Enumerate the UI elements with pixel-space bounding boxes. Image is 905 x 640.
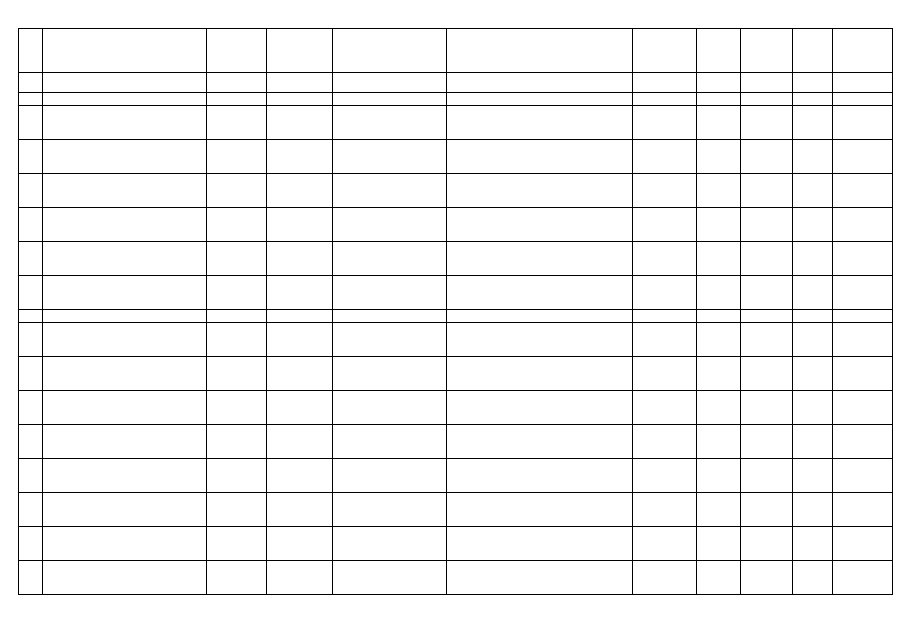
cell-area	[741, 208, 793, 242]
cell-area	[741, 276, 793, 310]
cell-land-category	[333, 527, 447, 561]
cell-ks	[833, 425, 893, 459]
cell-use-kind	[697, 93, 741, 106]
cell-land-category	[333, 93, 447, 106]
table-row	[19, 140, 893, 174]
cell-area	[741, 140, 793, 174]
cell-use-kind	[697, 527, 741, 561]
cell-use-code	[633, 73, 697, 93]
cell-use-kind	[697, 323, 741, 357]
cell-region	[207, 174, 267, 208]
cell-area	[741, 459, 793, 493]
cell-land-category	[333, 561, 447, 595]
cell-number	[19, 357, 43, 391]
cell-number	[19, 310, 43, 323]
cell-use-code	[633, 527, 697, 561]
cell-location	[43, 323, 207, 357]
cell-permitted-use	[447, 174, 633, 208]
cell-use-code	[633, 310, 697, 323]
table-row	[19, 310, 893, 323]
cell-permitted-use	[447, 493, 633, 527]
cell-permitted-use	[447, 323, 633, 357]
cell-use-kind	[697, 561, 741, 595]
cell-permitted-use	[447, 391, 633, 425]
cell-upks	[793, 140, 833, 174]
cell-upks	[793, 174, 833, 208]
cell-cadastral-number	[267, 391, 333, 425]
cell-use-code	[633, 493, 697, 527]
cell-region	[207, 73, 267, 93]
cell-number	[19, 106, 43, 140]
cell-permitted-use	[447, 459, 633, 493]
cell-land-category	[333, 391, 447, 425]
cell-region	[207, 140, 267, 174]
cell-number	[19, 561, 43, 595]
cell-cadastral-number	[267, 493, 333, 527]
cell-ks	[833, 527, 893, 561]
cell-use-code	[633, 323, 697, 357]
cell-use-kind	[697, 391, 741, 425]
cell-location	[43, 493, 207, 527]
cell-cadastral-number	[267, 310, 333, 323]
header-upks	[793, 29, 833, 73]
cell-permitted-use	[447, 140, 633, 174]
cell-ks	[833, 310, 893, 323]
cell-location	[43, 242, 207, 276]
cell-ks	[833, 73, 893, 93]
cell-region	[207, 391, 267, 425]
cell-land-category	[333, 73, 447, 93]
table-row	[19, 208, 893, 242]
table-row	[19, 242, 893, 276]
cell-use-code	[633, 93, 697, 106]
cell-use-code	[633, 208, 697, 242]
cell-cadastral-number	[267, 73, 333, 93]
cell-upks	[793, 242, 833, 276]
cell-upks	[793, 357, 833, 391]
cell-number	[19, 493, 43, 527]
cell-area	[741, 310, 793, 323]
cell-permitted-use	[447, 425, 633, 459]
cell-cadastral-number	[267, 357, 333, 391]
table-row	[19, 357, 893, 391]
table-row	[19, 493, 893, 527]
cell-land-category	[333, 106, 447, 140]
cell-cadastral-number	[267, 459, 333, 493]
cell-land-category	[333, 242, 447, 276]
table-row	[19, 106, 893, 140]
cell-number	[19, 93, 43, 106]
cell-number	[19, 425, 43, 459]
table-row	[19, 425, 893, 459]
header-area	[741, 29, 793, 73]
cell-cadastral-number	[267, 276, 333, 310]
cell-area	[741, 242, 793, 276]
cell-cadastral-number	[267, 323, 333, 357]
cell-upks	[793, 425, 833, 459]
cell-upks	[793, 459, 833, 493]
cell-number	[19, 391, 43, 425]
cell-region	[207, 106, 267, 140]
cell-number	[19, 174, 43, 208]
cell-number	[19, 527, 43, 561]
cell-number	[19, 208, 43, 242]
cell-cadastral-number	[267, 425, 333, 459]
cell-ks	[833, 323, 893, 357]
cell-location	[43, 561, 207, 595]
cell-use-kind	[697, 140, 741, 174]
cell-location	[43, 459, 207, 493]
cell-use-kind	[697, 493, 741, 527]
cell-use-kind	[697, 208, 741, 242]
cell-region	[207, 527, 267, 561]
cell-location	[43, 208, 207, 242]
cell-use-kind	[697, 276, 741, 310]
cell-ks	[833, 140, 893, 174]
cell-upks	[793, 276, 833, 310]
header-location	[43, 29, 207, 73]
cell-region	[207, 93, 267, 106]
header-number	[19, 29, 43, 73]
cell-upks	[793, 493, 833, 527]
cell-permitted-use	[447, 310, 633, 323]
cell-permitted-use	[447, 561, 633, 595]
cell-use-code	[633, 391, 697, 425]
cell-upks	[793, 208, 833, 242]
cell-use-kind	[697, 310, 741, 323]
cell-area	[741, 391, 793, 425]
cell-upks	[793, 527, 833, 561]
table-row	[19, 323, 893, 357]
cell-location	[43, 93, 207, 106]
cell-number	[19, 242, 43, 276]
cell-cadastral-number	[267, 106, 333, 140]
table-header-row	[19, 29, 893, 73]
cell-use-code	[633, 357, 697, 391]
cell-upks	[793, 310, 833, 323]
cell-region	[207, 493, 267, 527]
cell-area	[741, 357, 793, 391]
cell-use-kind	[697, 459, 741, 493]
cell-use-code	[633, 561, 697, 595]
cell-cadastral-number	[267, 527, 333, 561]
cell-area	[741, 527, 793, 561]
cell-area	[741, 425, 793, 459]
cell-land-category	[333, 140, 447, 174]
cell-use-kind	[697, 106, 741, 140]
cell-use-code	[633, 425, 697, 459]
table-row	[19, 391, 893, 425]
cell-number	[19, 276, 43, 310]
table-row	[19, 73, 893, 93]
cell-use-kind	[697, 242, 741, 276]
cell-upks	[793, 73, 833, 93]
cell-permitted-use	[447, 357, 633, 391]
cell-location	[43, 276, 207, 310]
cell-upks	[793, 93, 833, 106]
cell-location	[43, 527, 207, 561]
cell-ks	[833, 106, 893, 140]
cell-land-category	[333, 174, 447, 208]
cell-use-code	[633, 459, 697, 493]
cell-number	[19, 73, 43, 93]
cell-location	[43, 73, 207, 93]
cell-ks	[833, 174, 893, 208]
cell-region	[207, 459, 267, 493]
cell-use-code	[633, 242, 697, 276]
cell-ks	[833, 561, 893, 595]
cell-use-code	[633, 140, 697, 174]
land-plots-table	[18, 28, 893, 595]
cell-cadastral-number	[267, 174, 333, 208]
cell-region	[207, 357, 267, 391]
cell-permitted-use	[447, 527, 633, 561]
header-use-kind	[697, 29, 741, 73]
cell-upks	[793, 323, 833, 357]
cell-ks	[833, 391, 893, 425]
cell-ks	[833, 208, 893, 242]
cell-upks	[793, 391, 833, 425]
cell-area	[741, 106, 793, 140]
cell-area	[741, 174, 793, 208]
cell-permitted-use	[447, 242, 633, 276]
cell-area	[741, 561, 793, 595]
cell-ks	[833, 242, 893, 276]
cell-cadastral-number	[267, 93, 333, 106]
cell-area	[741, 93, 793, 106]
cell-number	[19, 140, 43, 174]
cell-ks	[833, 493, 893, 527]
cell-ks	[833, 357, 893, 391]
cell-permitted-use	[447, 276, 633, 310]
cell-land-category	[333, 276, 447, 310]
cell-land-category	[333, 323, 447, 357]
cell-location	[43, 106, 207, 140]
cell-region	[207, 208, 267, 242]
cell-area	[741, 493, 793, 527]
table-row	[19, 276, 893, 310]
cell-land-category	[333, 208, 447, 242]
cell-permitted-use	[447, 93, 633, 106]
cell-region	[207, 425, 267, 459]
cell-area	[741, 323, 793, 357]
cell-region	[207, 242, 267, 276]
cell-location	[43, 174, 207, 208]
header-land-category	[333, 29, 447, 73]
cell-use-code	[633, 106, 697, 140]
cell-region	[207, 276, 267, 310]
cell-location	[43, 140, 207, 174]
table-row	[19, 93, 893, 106]
cell-location	[43, 310, 207, 323]
cell-area	[741, 73, 793, 93]
cell-use-kind	[697, 425, 741, 459]
cell-cadastral-number	[267, 561, 333, 595]
table-row	[19, 527, 893, 561]
cell-ks	[833, 276, 893, 310]
cell-region	[207, 310, 267, 323]
cell-cadastral-number	[267, 242, 333, 276]
header-region	[207, 29, 267, 73]
cell-ks	[833, 93, 893, 106]
cell-region	[207, 323, 267, 357]
header-ks	[833, 29, 893, 73]
cell-use-kind	[697, 357, 741, 391]
cell-cadastral-number	[267, 140, 333, 174]
cell-permitted-use	[447, 208, 633, 242]
header-use-code	[633, 29, 697, 73]
cell-location	[43, 425, 207, 459]
cell-use-code	[633, 276, 697, 310]
cell-number	[19, 459, 43, 493]
cell-location	[43, 391, 207, 425]
cell-land-category	[333, 310, 447, 323]
cell-use-code	[633, 174, 697, 208]
cell-land-category	[333, 357, 447, 391]
cell-region	[207, 561, 267, 595]
cell-location	[43, 357, 207, 391]
cell-cadastral-number	[267, 208, 333, 242]
cell-use-kind	[697, 174, 741, 208]
cell-upks	[793, 106, 833, 140]
document-sheet	[18, 28, 888, 595]
header-permitted-use	[447, 29, 633, 73]
cell-land-category	[333, 425, 447, 459]
cell-permitted-use	[447, 106, 633, 140]
cell-ks	[833, 459, 893, 493]
cell-upks	[793, 561, 833, 595]
cell-use-kind	[697, 73, 741, 93]
header-cadastral-number	[267, 29, 333, 73]
cell-land-category	[333, 493, 447, 527]
cell-number	[19, 323, 43, 357]
cell-land-category	[333, 459, 447, 493]
table-row	[19, 174, 893, 208]
table-row	[19, 459, 893, 493]
table-row	[19, 561, 893, 595]
cell-permitted-use	[447, 73, 633, 93]
